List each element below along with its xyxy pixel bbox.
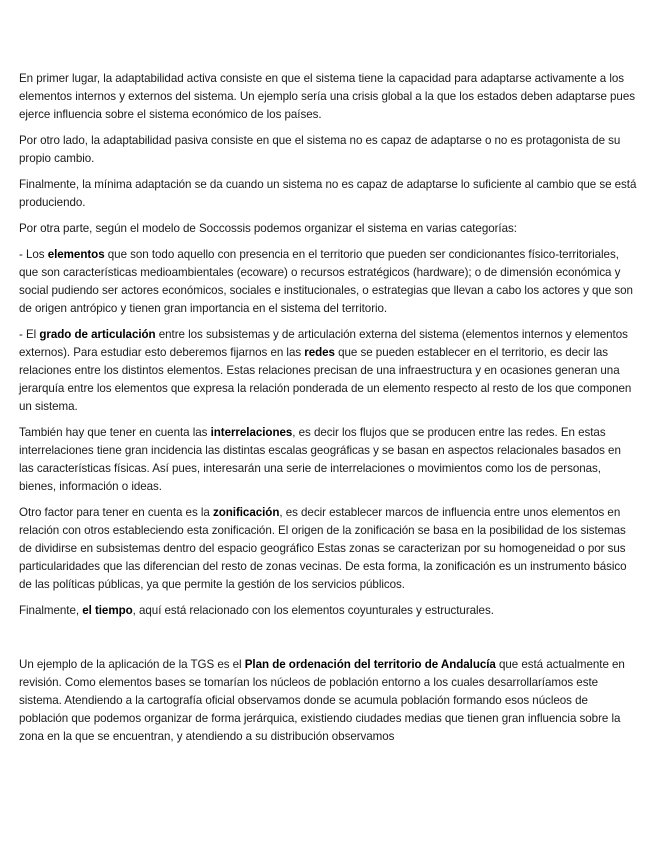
paragraph-grado-articulacion — [19, 326, 637, 416]
text-segment: que está actualmente en revisión. Como elementos bases se tomarían los núcleos de población entorno a los cuales desarrollaríamos este sistema. Atendiendo a la cartografía oficial observamos donde se acumula población formando esos núcleos de población que podemos organizar de forma jerárquica, existiendo ciudades medias que tienen gran influencia sobre la zona en la que se encuentran, y atendiendo a su distribución observamos — [19, 658, 625, 743]
text-segment: que son todo aquello con presencia en el territorio que pueden ser condicionantes físico-territoriales, que son características medioambientales (ecoware) o recursos estratégicos (hardware); o de dimensión económica y social pudiendo ser actores económicos, sociales e institucionales, o estrategias que llevan a cabo los actores y que son de origen antrópico y tienen gran importancia en el sistema del territorio. — [19, 248, 633, 315]
text-segment: Por otro lado, la adaptabilidad pasiva consiste en que el sistema no es capaz de adaptarse o no es protagonista de su propio cambio. — [19, 134, 621, 165]
text-segment: En primer lugar, la adaptabilidad activa consiste en que el sistema tiene la capacidad para adaptarse activamente a los elementos internos y externos del sistema. Un ejemplo sería una crisis global a la que los estados deben adaptarse pues ejerce influencia sobre el sistema económico de los países. — [19, 72, 635, 121]
text-segment: Por otra parte, según el modelo de Soccossis podemos organizar el sistema en varias categorías: — [19, 222, 517, 235]
bold-term-redes: redes — [304, 346, 335, 359]
bold-term-plan-andalucia: Plan de ordenación del territorio de Andalucía — [244, 658, 496, 671]
paragraph-adaptabilidad-pasiva — [19, 132, 637, 168]
text-segment: - Los — [19, 248, 48, 261]
bold-term-zonificacion: zonificación — [212, 506, 280, 519]
paragraph-minima-adaptacion — [19, 176, 637, 212]
text-segment: entre los subsistemas y de articulación externa del sistema (elementos internos y elementos externos). Para estudiar esto deberemos fijarnos en las — [19, 328, 628, 359]
paragraph-modelo-soccossis — [19, 220, 637, 238]
paragraph-elementos — [19, 246, 637, 318]
text-segment: Un ejemplo de la aplicación de la TGS es el — [19, 658, 245, 671]
text-segment: Finalmente, la mínima adaptación se da cuando un sistema no es capaz de adaptarse lo suficiente al cambio que se está produciendo. — [19, 178, 637, 209]
bold-term-interrelaciones: interrelaciones — [210, 426, 293, 439]
paragraph-zonificacion — [19, 504, 637, 594]
paragraph-plan-andalucia — [19, 656, 637, 746]
bold-term-tiempo: el tiempo — [82, 604, 133, 617]
bold-term-elementos: elementos — [47, 248, 105, 261]
paragraph-tiempo — [19, 602, 637, 620]
bold-term-grado-articulacion: grado de articulación — [39, 328, 156, 341]
text-segment: , es decir establecer marcos de influencia entre unos elementos en relación con otros estableciendo esta zonificación. El origen de la zonificación se basa en la posibilidad de los sistemas de dividirse en subsistemas dentro del espacio geográfico Estas zonas se caracterizan por su homogeneidad o por sus particularidades que las diferencian del resto de zonas vecinas. De esta forma, la zonificación es un instrumento básico de las políticas públicas, ya que permite la gestión de los servicios públicos. — [19, 506, 627, 591]
text-segment: , es decir los flujos que se producen entre las redes. En estas interrelaciones tiene gran incidencia las distintas escalas geográficas y se basan en aspectos relacionales basados en las características físicas. Así pues, interesarán una serie de interrelaciones o movimientos como los de personas, bienes, información o ideas. — [19, 426, 621, 493]
text-segment: que se pueden establecer en el territorio, es decir las relaciones entre los distintos elementos. Estas relaciones precisan de una infraestructura y en ocasiones generan una jerarquía entre los elementos que expresa la relación ponderada de un elemento respecto al resto de los que componen un sistema. — [19, 346, 632, 413]
paragraph-adaptabilidad-activa — [19, 70, 637, 124]
text-segment: , aquí está relacionado con los elementos coyunturales y estructurales. — [132, 604, 494, 617]
text-segment: Finalmente, — [19, 604, 83, 617]
paragraph-interrelaciones — [19, 424, 637, 496]
text-segment: También hay que tener en cuenta las — [19, 426, 211, 439]
document-page — [19, 70, 637, 754]
text-segment: - El — [19, 328, 40, 341]
text-segment: Otro factor para tener en cuenta es la — [19, 506, 213, 519]
